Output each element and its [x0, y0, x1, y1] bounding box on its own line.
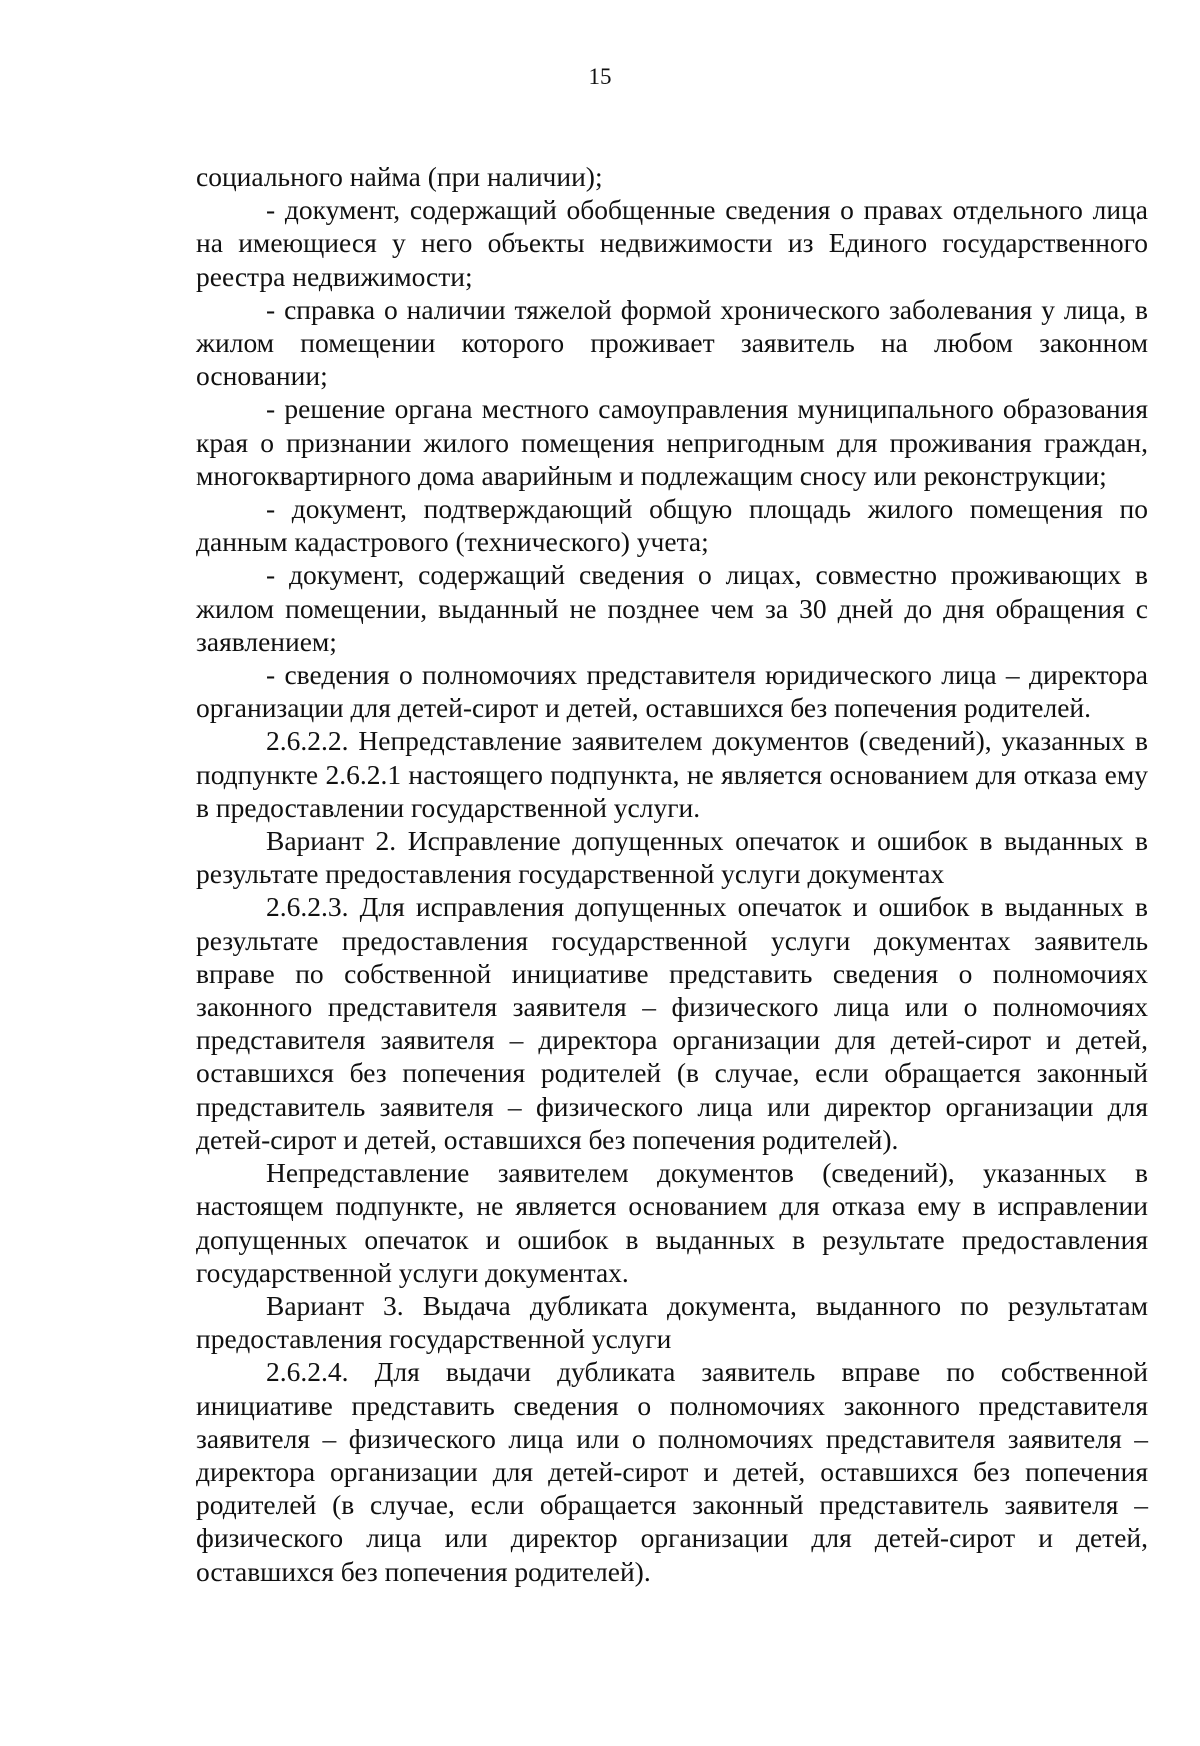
page-number: 15: [588, 64, 612, 89]
paragraph-continuation: социального найма (при наличии);: [196, 161, 603, 192]
list-item-illness-certificate: - справка о наличии тяжелой формой хронического заболевания у лица, в жилом помещении которого проживает заявитель на любом законном основании;: [196, 293, 1148, 392]
list-item-rights-summary: - документ, содержащий обобщенные сведения о правах отдельного лица на имеющиеся у него объекты недвижимости из Единого государственного реестра недвижимости;: [196, 194, 1148, 292]
list-item-residents-document: - документ, содержащий сведения о лицах, совместно проживающих в жилом помещении, выданный не позднее чем за 30 дней до дня обращения с заявлением;: [196, 559, 1148, 657]
document-body: [196, 160, 1148, 1588]
list-item-area-document: - документ, подтверждающий общую площадь жилого помещения по данным кадастрового (технического) учета;: [196, 493, 1148, 558]
variant-2-heading: Вариант 2. Исправление допущенных опечаток и ошибок в выданных в результате предоставления государственной услуги документах: [196, 825, 1148, 890]
list-item-representative-powers: - сведения о полномочиях представителя юридического лица – директора организации для детей-сирот и детей, оставшихся без попечения родителей.: [196, 659, 1148, 724]
list-item-local-authority-decision: - решение органа местного самоуправления муниципального образования края о признании жилого помещения непригодным для проживания граждан, многоквартирного дома аварийным и подлежащим сносу или реконструкции;: [196, 393, 1148, 491]
clause-2-6-2-3: 2.6.2.3. Для исправления допущенных опечаток и ошибок в выданных в результате предоставления государственной услуги документах заявитель вправе по собственной инициативе представить сведения о полномочиях законного представителя заявителя – физического лица или о полномочиях представителя заявителя – директора организации для детей-сирот и детей, оставшихся без попечения родителей (в случае, если обращается законный представитель заявителя – физического лица или директор организации для детей-сирот и детей, оставшихся без попечения родителей).: [196, 891, 1148, 1155]
clause-2-6-2-2: 2.6.2.2. Непредставление заявителем документов (сведений), указанных в подпункте 2.6.2.1 настоящего подпункта, не является основанием для отказа ему в предоставлении государственной услуги.: [196, 725, 1148, 823]
clause-2-6-2-4: 2.6.2.4. Для выдачи дубликата заявитель вправе по собственной инициативе представить сведения о полномочиях законного представителя заявителя – физического лица или о полномочиях представителя заявителя – директора организации для детей-сирот и детей, оставшихся без попечения родителей (в случае, если обращается законный представитель заявителя – физического лица или директор организации для детей-сирот и детей, оставшихся без попечения родителей).: [196, 1356, 1148, 1587]
clause-2-6-2-3-note: Непредставление заявителем документов (сведений), указанных в настоящем подпункте, не является основанием для отказа ему в исправлении допущенных опечаток и ошибок в выданных в результате предоставления государственной услуги документах.: [196, 1157, 1148, 1288]
variant-3-heading: Вариант 3. Выдача дубликата документа, выданного по результатам предоставления государственной услуги: [196, 1289, 1148, 1355]
